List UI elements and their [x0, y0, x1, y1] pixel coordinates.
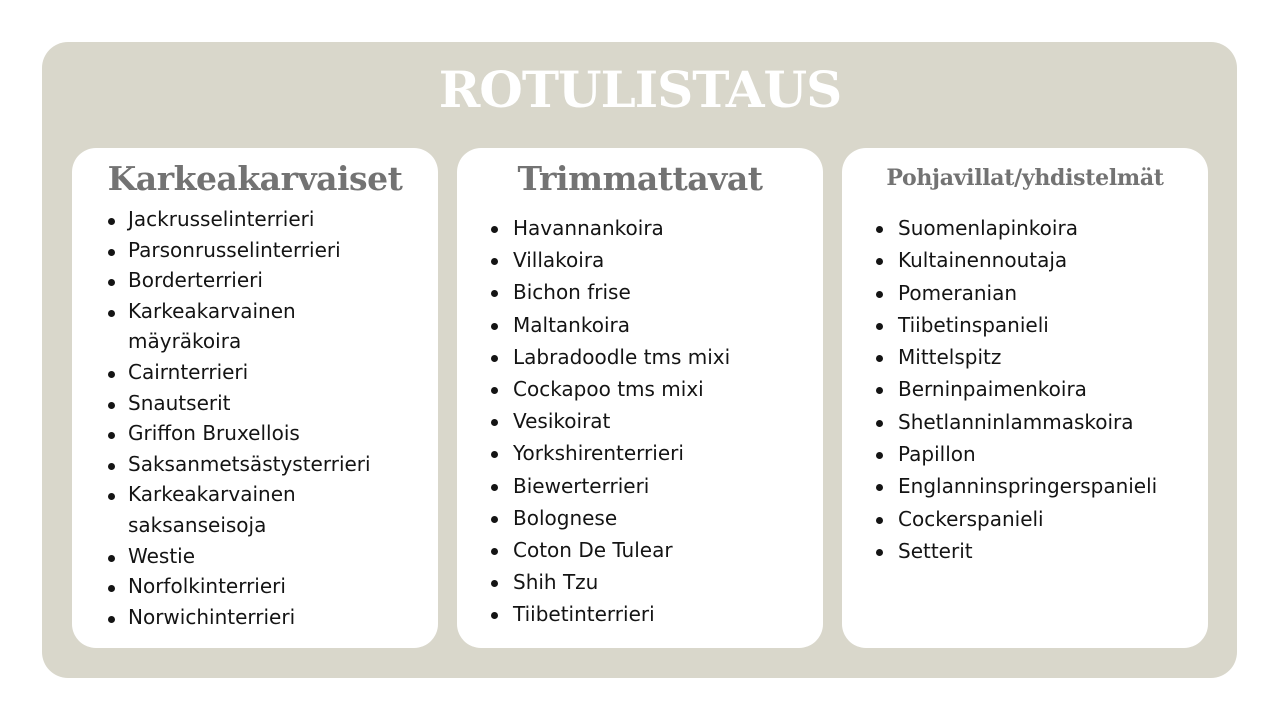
list-item: Setterit	[842, 535, 1198, 567]
list-item: Cairnterrieri	[72, 357, 378, 388]
list-item: Tiibetinterrieri	[457, 598, 813, 630]
list-item: Norfolkinterrieri	[72, 571, 378, 602]
breed-list	[842, 212, 1198, 567]
card-heading: Karkeakarvaiset	[107, 159, 403, 198]
breed-list	[72, 204, 378, 632]
list-item: Griffon Bruxellois	[72, 418, 378, 449]
list-item: Mittelspitz	[842, 341, 1198, 373]
list-item: Cockerspanieli	[842, 503, 1198, 535]
list-item: Papillon	[842, 438, 1198, 470]
list-item: Bolognese	[457, 502, 813, 534]
list-item: Jackrusselinterrieri	[72, 204, 378, 235]
list-item: Saksanmetsästysterrieri	[72, 449, 378, 480]
list-item: Biewerterrieri	[457, 470, 813, 502]
list-item: Westie	[72, 541, 378, 572]
list-item: Pomeranian	[842, 277, 1198, 309]
card-heading: Trimmattavat	[517, 159, 763, 198]
list-item: Bichon frise	[457, 276, 813, 308]
list-item: Cockapoo tms mixi	[457, 373, 813, 405]
list-item: Kultainennoutaja	[842, 244, 1198, 276]
list-item: Norwichinterrieri	[72, 602, 378, 633]
card-heading: Pohjavillat/yhdistelmät	[886, 165, 1164, 191]
breed-card-karkeakarvaiset	[72, 148, 438, 648]
list-item: Villakoira	[457, 244, 813, 276]
list-item: Shih Tzu	[457, 566, 813, 598]
list-item: Suomenlapinkoira	[842, 212, 1198, 244]
list-item: Parsonrusselinterrieri	[72, 235, 378, 266]
page-title: ROTULISTAUS	[438, 60, 842, 119]
list-item: Tiibetinspanieli	[842, 309, 1198, 341]
list-item: Coton De Tulear	[457, 534, 813, 566]
list-item: Labradoodle tms mixi	[457, 341, 813, 373]
list-item: Englanninspringerspanieli	[842, 470, 1198, 502]
list-item: Havannankoira	[457, 212, 813, 244]
list-item: Berninpaimenkoira	[842, 373, 1198, 405]
list-item: Karkeakarvainen saksanseisoja	[72, 479, 378, 540]
breed-list	[457, 212, 813, 631]
list-item: Borderterrieri	[72, 265, 378, 296]
breed-card-pohjavillat	[842, 148, 1208, 648]
list-item: Maltankoira	[457, 309, 813, 341]
list-item: Karkeakarvainen mäyräkoira	[72, 296, 378, 357]
list-item: Shetlanninlammaskoira	[842, 406, 1198, 438]
list-item: Yorkshirenterrieri	[457, 437, 813, 469]
breed-card-trimmattavat	[457, 148, 823, 648]
list-item: Snautserit	[72, 388, 378, 419]
list-item: Vesikoirat	[457, 405, 813, 437]
